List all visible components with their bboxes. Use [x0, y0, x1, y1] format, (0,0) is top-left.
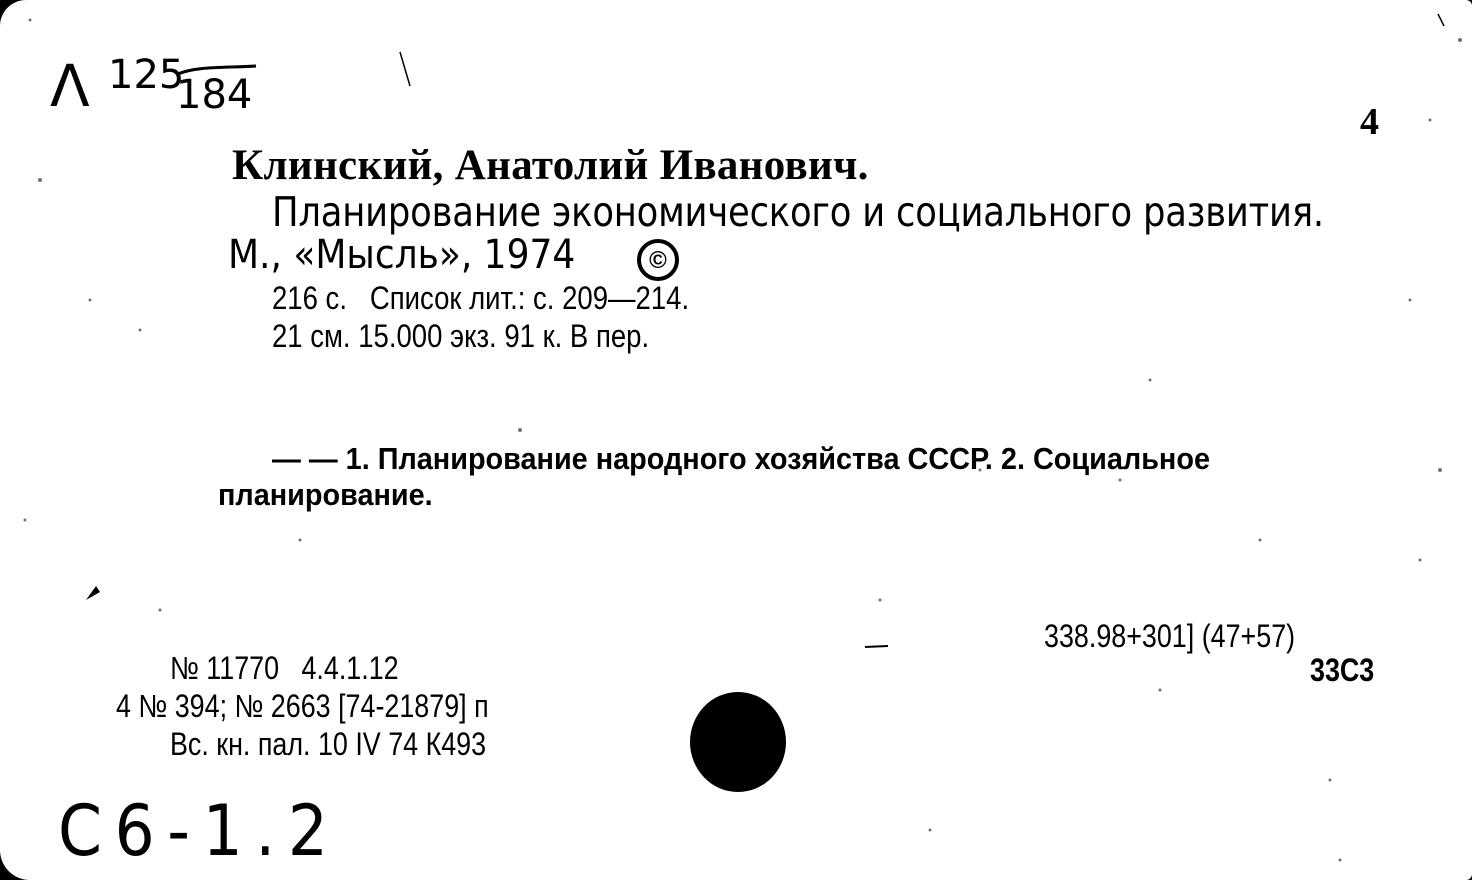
shelfmark-number: 125 [108, 52, 185, 98]
format-print-run: 21 см. 15.000 экз. 91 к. В пер. [272, 318, 650, 354]
registry-number: 4 № 394; № 2663 [74-21879] п [116, 688, 489, 724]
copyright-letter: © [649, 247, 667, 274]
classification-code: 33С3 [1310, 652, 1375, 688]
handwritten-call-number: С6-1.2 [58, 790, 341, 872]
book-title: Планирование экономического и социального развития. [272, 188, 1324, 236]
shelfmark-prefix: Λ [50, 52, 90, 120]
author-heading: Клинский, Анатолий Иванович. [232, 142, 869, 189]
shelfmark-denominator: 184 [176, 72, 253, 118]
punch-hole [690, 692, 786, 792]
subjects-line-1: — — 1. Планирование народного хозяйства СССР. 2. Социальное [272, 441, 1210, 476]
subjects-line-2: планирование. [218, 477, 433, 512]
pages-bibliography: 216 с. Список лит.: с. 209—214. [272, 280, 690, 316]
imprint: М., «Мысль», 1974 [228, 232, 576, 278]
copyright-icon [636, 238, 680, 282]
card-number: 4 [1360, 101, 1379, 143]
classification-index: 338.98+301] (47+57) [1044, 618, 1296, 654]
order-number: № 11770 4.4.1.12 [170, 650, 399, 686]
book-chamber-stamp: Вс. кн. пал. 10 IV 74 К493 [170, 726, 487, 762]
